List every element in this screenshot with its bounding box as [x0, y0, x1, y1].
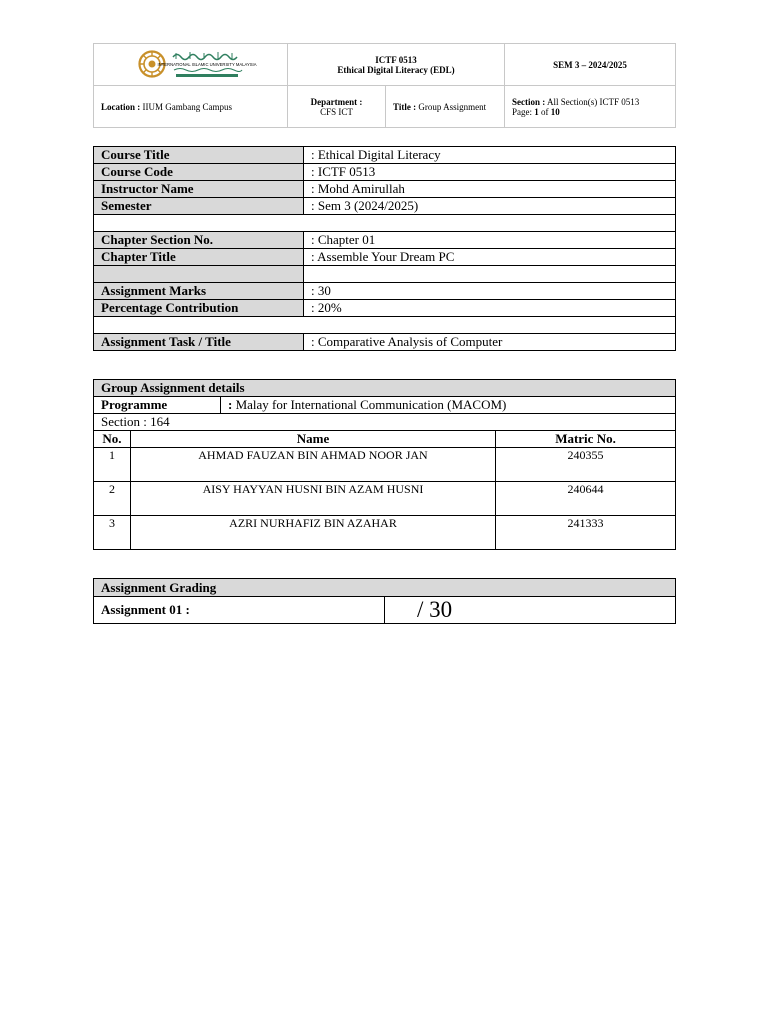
programme-label: Programme	[94, 397, 221, 414]
title-label: Title :	[393, 101, 417, 112]
programme-colon: :	[228, 397, 233, 412]
header-course-title: Ethical Digital Literacy (EDL)	[337, 64, 455, 75]
info-value: : 20%	[304, 300, 676, 317]
programme-row	[94, 397, 676, 414]
info-label: Semester	[94, 198, 304, 215]
title-cell	[386, 86, 505, 128]
group-details-table	[93, 379, 676, 550]
member-row	[94, 516, 676, 550]
page-current: 1	[534, 106, 539, 117]
member-matric: 240355	[496, 448, 676, 482]
section-page-cell	[505, 86, 676, 128]
col-name-header: Name	[131, 431, 496, 448]
info-label: Instructor Name	[94, 181, 304, 198]
member-name: AZRI NURHAFIZ BIN AZAHAR	[131, 516, 496, 550]
member-name: AHMAD FAUZAN BIN AHMAD NOOR JAN	[131, 448, 496, 482]
page-label: Page:	[512, 106, 533, 117]
info-spacer-row	[94, 266, 676, 283]
spacer-cell	[94, 266, 304, 283]
info-value: : Sem 3 (2024/2025)	[304, 198, 676, 215]
page-of: of	[541, 106, 549, 117]
info-label: Chapter Section No.	[94, 232, 304, 249]
member-matric: 241333	[496, 516, 676, 550]
section-label: Section :	[512, 96, 546, 107]
course-info-table	[93, 146, 676, 351]
document-header	[93, 43, 676, 128]
location-cell	[94, 86, 288, 128]
page-total: 10	[550, 106, 560, 117]
info-label: Percentage Contribution	[94, 300, 304, 317]
logo-wordmark-text: INTERNATIONAL ISLAMIC UNIVERSITY MALAYSIA	[157, 61, 256, 67]
member-row	[94, 482, 676, 516]
spacer-cell	[94, 317, 676, 334]
info-row-chapter-title	[94, 249, 676, 266]
assignment-grading-table	[93, 578, 676, 624]
member-row	[94, 448, 676, 482]
info-value: : Chapter 01	[304, 232, 676, 249]
group-column-headers	[94, 431, 676, 448]
location-value: IIUM Gambang Campus	[142, 101, 232, 112]
grading-item-label: Assignment 01 :	[94, 597, 385, 624]
logo-cell	[94, 44, 288, 86]
spacer-cell	[94, 215, 676, 232]
group-section: Section : 164	[94, 414, 676, 431]
info-spacer-row	[94, 317, 676, 334]
member-no: 2	[94, 482, 131, 516]
info-row-percentage	[94, 300, 676, 317]
header-semester: SEM 3 – 2024/2025	[505, 44, 676, 86]
info-row-task-title	[94, 334, 676, 351]
info-value: : Assemble Your Dream PC	[304, 249, 676, 266]
info-value: : ICTF 0513	[304, 164, 676, 181]
department-value: CFS ICT	[320, 106, 353, 117]
section-value: All Section(s) ICTF 0513	[547, 96, 640, 107]
info-label: Course Title	[94, 147, 304, 164]
member-matric: 240644	[496, 482, 676, 516]
programme-value-cell	[221, 397, 676, 414]
info-row-assignment-marks	[94, 283, 676, 300]
university-logo	[138, 50, 256, 78]
spacer-cell	[304, 266, 676, 283]
info-value: : Comparative Analysis of Computer	[304, 334, 676, 351]
member-name: AISY HAYYAN HUSNI BIN AZAM HUSNI	[131, 482, 496, 516]
title-value: Group Assignment	[418, 101, 487, 112]
info-row-instructor	[94, 181, 676, 198]
info-value: : Ethical Digital Literacy	[304, 147, 676, 164]
programme-value: Malay for International Communication (MACOM)	[235, 397, 507, 412]
col-matric-header: Matric No.	[496, 431, 676, 448]
info-label: Chapter Title	[94, 249, 304, 266]
info-label: Assignment Marks	[94, 283, 304, 300]
location-label: Location :	[101, 101, 141, 112]
course-heading-cell	[288, 44, 505, 86]
info-label: Course Code	[94, 164, 304, 181]
col-no-header: No.	[94, 431, 131, 448]
university-name-wordmark	[157, 50, 256, 78]
member-no: 3	[94, 516, 131, 550]
info-label: Assignment Task / Title	[94, 334, 304, 351]
group-heading: Group Assignment details	[94, 380, 676, 397]
info-row-course-title	[94, 147, 676, 164]
department-cell	[288, 86, 386, 128]
member-no: 1	[94, 448, 131, 482]
grading-score: / 30	[385, 597, 676, 624]
info-row-semester	[94, 198, 676, 215]
info-spacer-row	[94, 215, 676, 232]
info-row-chapter-section	[94, 232, 676, 249]
info-row-course-code	[94, 164, 676, 181]
info-value: : Mohd Amirullah	[304, 181, 676, 198]
grading-heading: Assignment Grading	[94, 579, 676, 597]
department-label: Department :	[310, 96, 363, 107]
header-course-code: ICTF 0513	[375, 54, 417, 65]
info-value: : 30	[304, 283, 676, 300]
